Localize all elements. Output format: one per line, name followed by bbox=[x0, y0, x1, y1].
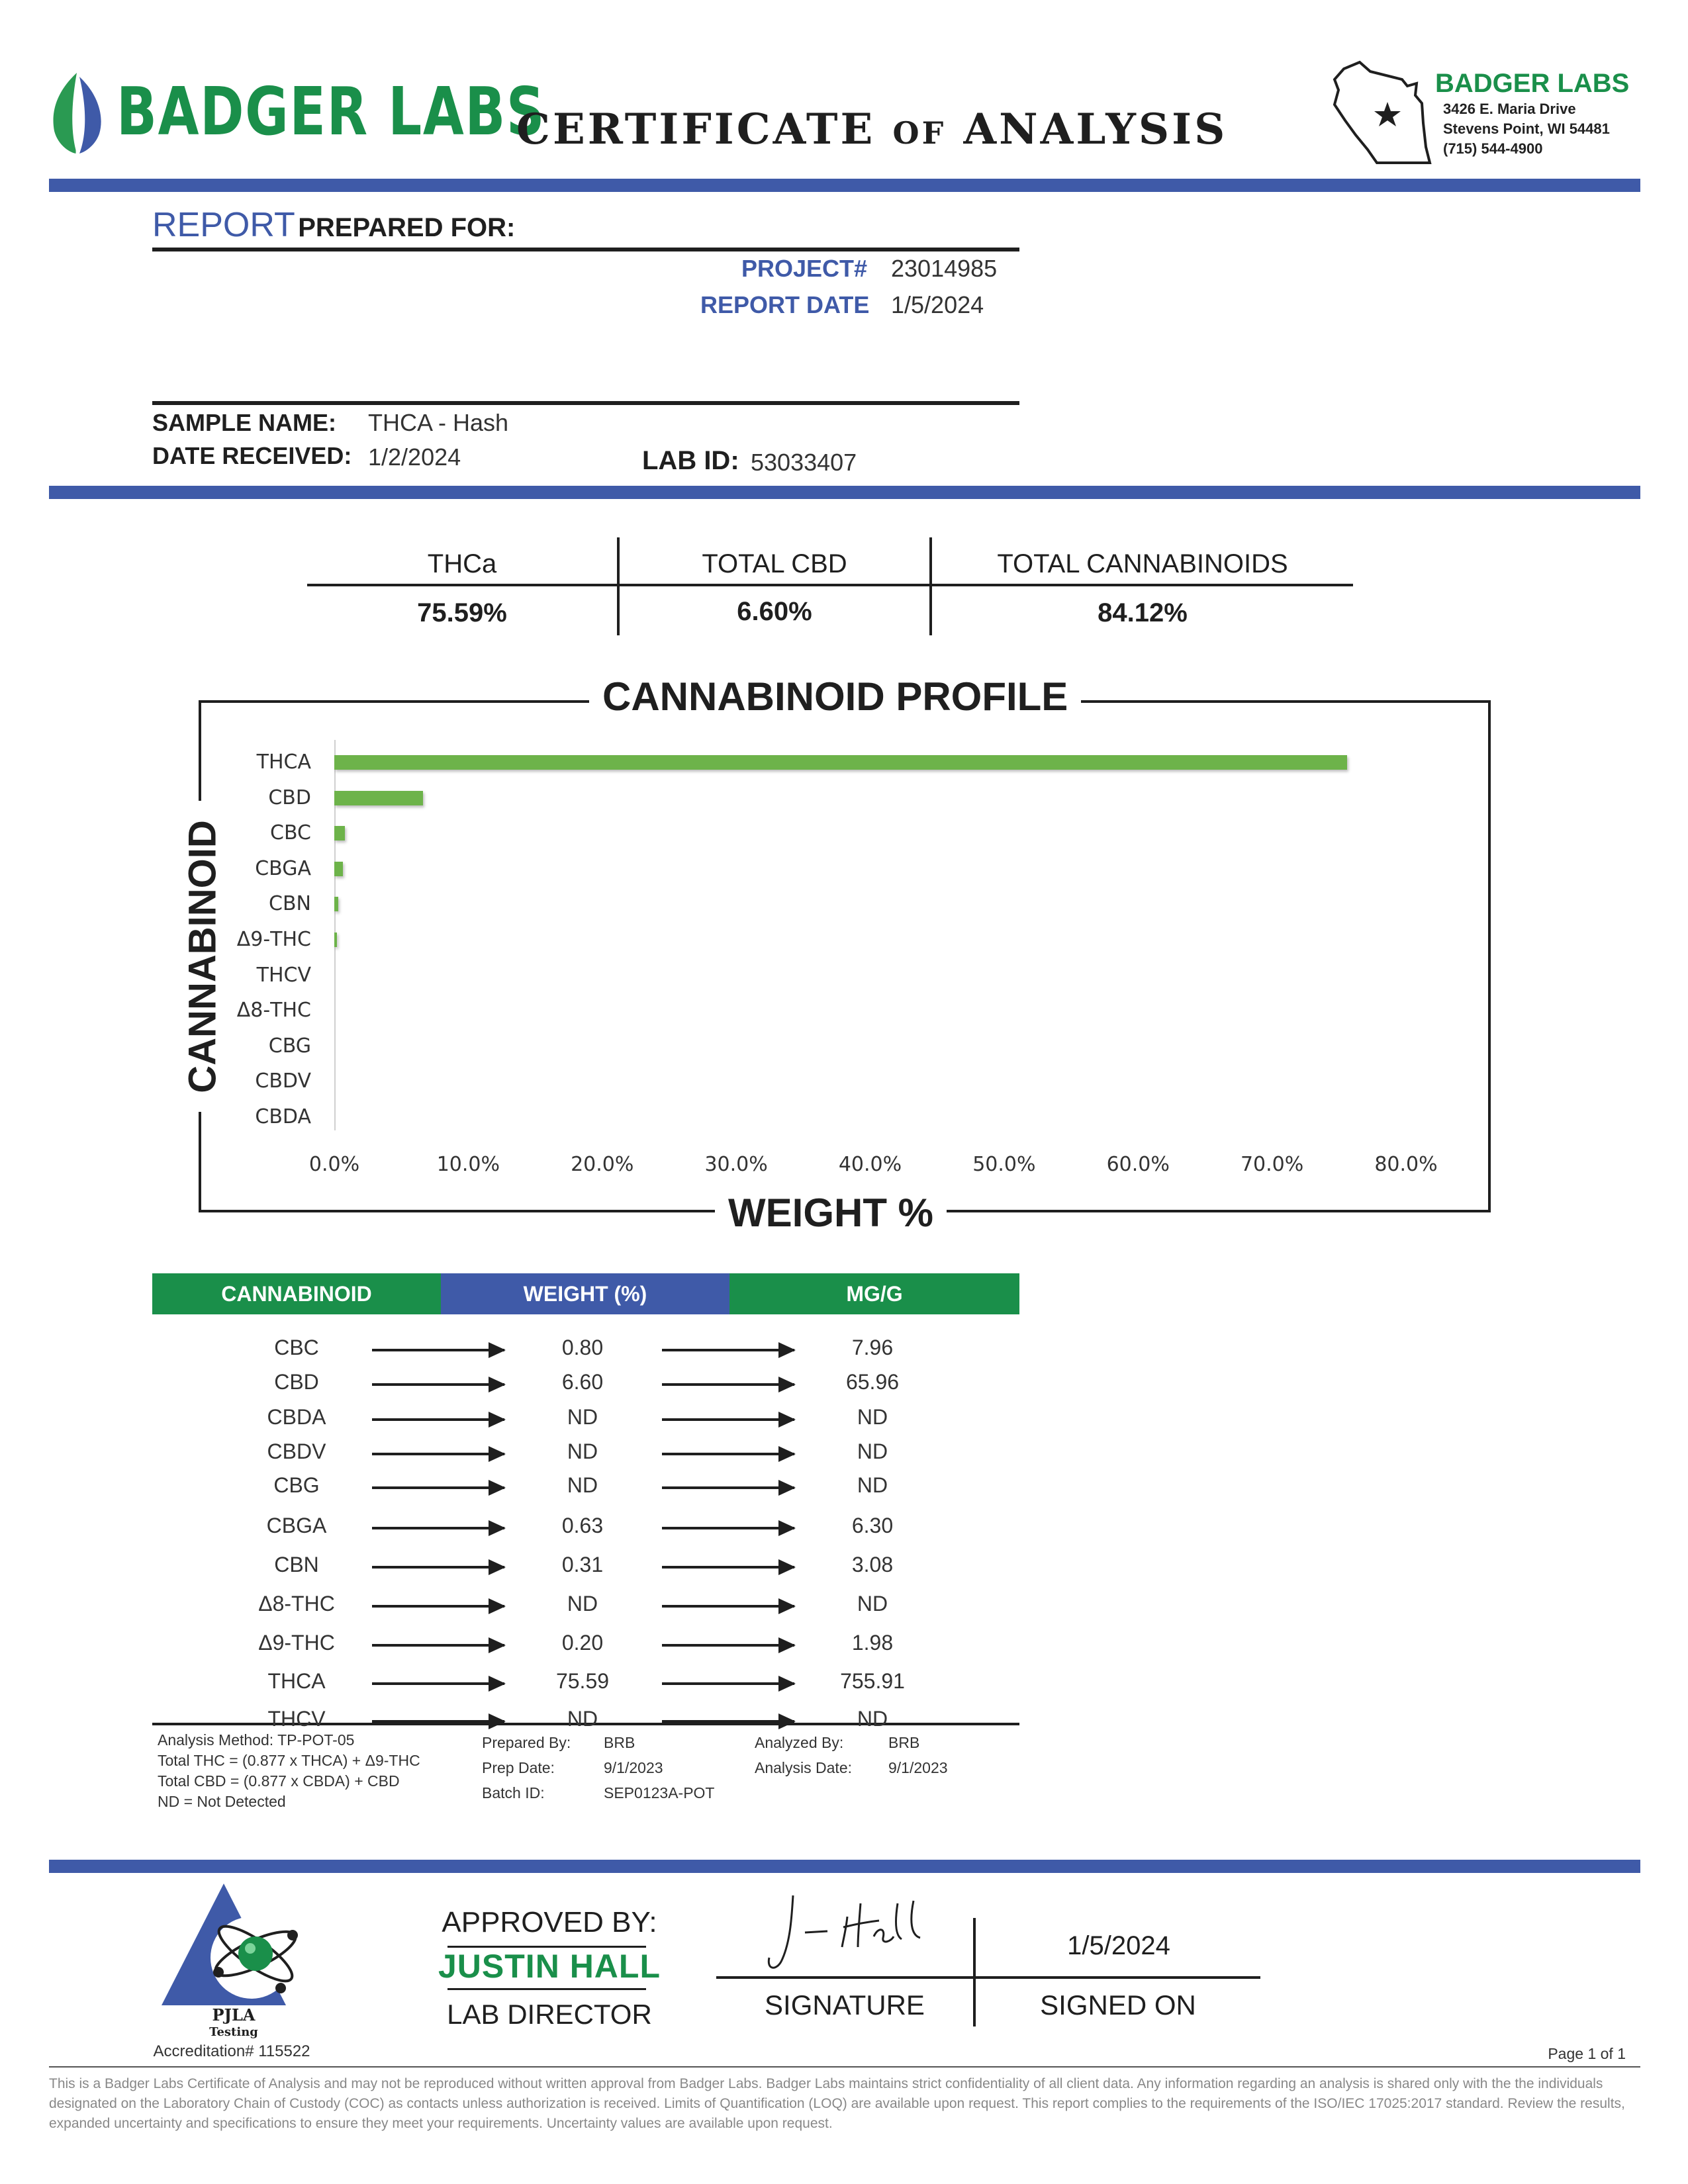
approver-title: LAB DIRECTOR bbox=[447, 1999, 652, 2030]
table-cell-cannabinoid: CBDV bbox=[267, 1439, 326, 1463]
chart-category-label-cbc: CBC bbox=[270, 821, 311, 845]
sample-name-value: THCA - Hash bbox=[368, 409, 509, 436]
prep-labels bbox=[482, 1730, 571, 1805]
signature-image bbox=[761, 1884, 940, 1976]
footer-disclaimer: This is a Badger Labs Certificate of Analysis and may not be reproduced without written approval from Badger Labs. Badger Labs maintains strict confidentiality of all client data. Any information regarding an analysis is shared only with the the individuals designated on the Laboratory Chain of Custody (COC) as contacts unless authorization is received. Limits of Quantification (LOQ) are available upon request. This report complies to the requirements of the ISO/IEC 17025:2017 standard. Review the results, expanded uncertainty and specifications to ensure they meet your requirements. Uncertainty values are available upon request. bbox=[49, 2076, 1625, 2131]
summary-thca-label: THCa bbox=[427, 549, 497, 578]
analyzed-by-value: BRB bbox=[888, 1734, 920, 1751]
report-rule-bottom bbox=[152, 401, 1019, 405]
table-cell-mg-g: ND bbox=[857, 1592, 888, 1615]
analyzed-by-label: Analyzed By: bbox=[755, 1734, 844, 1751]
table-cell-mg-g: 755.91 bbox=[840, 1669, 905, 1693]
chart-category-label-cbdv: CBDV bbox=[255, 1069, 311, 1093]
signed-on-label: SIGNED ON bbox=[1040, 1989, 1196, 2021]
prepared-for-label: PREPARED FOR: bbox=[298, 213, 516, 242]
note-nd: ND = Not Detected bbox=[158, 1793, 286, 1810]
chart-y-axis-label: CANNABINOID bbox=[181, 819, 224, 1093]
company-address bbox=[1443, 99, 1610, 159]
table-cell-cannabinoid: CBGA bbox=[266, 1514, 327, 1537]
table-cell-mg-g: ND bbox=[857, 1473, 888, 1497]
report-date-value: 1/5/2024 bbox=[891, 291, 984, 318]
pjla-logo-icon bbox=[158, 1880, 310, 2012]
signature-label: SIGNATURE bbox=[765, 1989, 925, 2021]
summary-total-cbd-value: 6.60% bbox=[737, 597, 812, 626]
chart-x-tick-label: 70.0% bbox=[1240, 1153, 1304, 1176]
title-part-certificate: CERTIFICATE bbox=[516, 105, 876, 154]
chart-title: CANNABINOID PROFILE bbox=[589, 674, 1081, 719]
accreditation-number: Accreditation# 115522 bbox=[153, 2042, 310, 2060]
chart-x-tick-label: 50.0% bbox=[972, 1153, 1036, 1176]
company-name: BADGER LABS bbox=[1435, 69, 1630, 98]
page-number: Page 1 of 1 bbox=[1548, 2045, 1626, 2062]
chart-x-tick-label: 30.0% bbox=[704, 1153, 768, 1176]
sample-name-label: SAMPLE NAME: bbox=[152, 409, 336, 436]
chart-category-label-thcv: THCV bbox=[256, 963, 311, 987]
summary-total-cannabinoids-label: TOTAL CANNABINOIDS bbox=[997, 549, 1288, 578]
table-cell-mg-g: ND bbox=[857, 1439, 888, 1463]
chart-category-label-thca: THCA bbox=[256, 751, 311, 774]
prep-date-value: 9/1/2023 bbox=[604, 1759, 663, 1776]
title-part-of: OF bbox=[892, 115, 947, 151]
chart-category-label-cbd: CBD bbox=[268, 786, 311, 809]
prep-values bbox=[604, 1730, 714, 1805]
lab-id-value: 53033407 bbox=[751, 449, 857, 476]
table-header-mg-g: MG/G bbox=[729, 1273, 1019, 1314]
table-cell-weight: ND bbox=[567, 1592, 598, 1615]
chart-bar-9-thc bbox=[334, 933, 337, 947]
table-cell-cannabinoid: THCV bbox=[267, 1707, 326, 1731]
table-cell-weight: 75.59 bbox=[555, 1669, 610, 1693]
summary-total-cbd-label: TOTAL CBD bbox=[702, 549, 847, 578]
table-header-cannabinoid: CANNABINOID bbox=[152, 1273, 441, 1314]
note-total-thc: Total THC = (0.877 x THCA) + Δ9-THC bbox=[158, 1752, 420, 1769]
project-value: 23014985 bbox=[891, 255, 998, 282]
batch-id-value: SEP0123A-POT bbox=[604, 1784, 715, 1801]
approver-name: JUSTIN HALL bbox=[438, 1948, 661, 1985]
table-cell-weight: 0.31 bbox=[561, 1553, 604, 1576]
chart-category-label-cbg: CBG bbox=[268, 1034, 311, 1058]
table-cell-weight: ND bbox=[567, 1707, 598, 1731]
title-part-analysis: ANALYSIS bbox=[963, 105, 1228, 154]
date-received-value: 1/2/2024 bbox=[368, 443, 461, 471]
analysis-values bbox=[888, 1730, 948, 1780]
address-line-1: 3426 E. Maria Drive bbox=[1443, 101, 1576, 117]
document-title bbox=[516, 105, 1227, 154]
table-cell-cannabinoid: CBD bbox=[274, 1370, 319, 1394]
table-cell-cannabinoid: THCA bbox=[267, 1669, 326, 1693]
table-cell-cannabinoid: CBG bbox=[273, 1473, 320, 1497]
approved-by-label: APPROVED BY: bbox=[442, 1906, 657, 1938]
chart-category-label-cbda: CBDA bbox=[255, 1105, 311, 1128]
signature-rule bbox=[716, 1976, 1260, 1979]
note-total-cbd: Total CBD = (0.877 x CBDA) + CBD bbox=[158, 1772, 400, 1790]
analysis-date-value: 9/1/2023 bbox=[888, 1759, 948, 1776]
analysis-date-label: Analysis Date: bbox=[755, 1759, 853, 1776]
approval-divider bbox=[49, 1860, 1640, 1873]
approver-rule-bottom bbox=[447, 1988, 646, 1990]
table-cell-mg-g: 6.30 bbox=[851, 1514, 894, 1537]
chart-bar-cbd bbox=[334, 791, 423, 805]
table-cell-cannabinoid: CBN bbox=[274, 1553, 319, 1576]
chart-category-label-8-thc: Δ8-THC bbox=[236, 999, 311, 1023]
chart-x-tick-label: 10.0% bbox=[436, 1153, 500, 1176]
company-phone: (715) 544-4900 bbox=[1443, 140, 1543, 157]
report-date-label: REPORT DATE bbox=[700, 291, 870, 318]
table-cell-weight: 0.20 bbox=[561, 1631, 604, 1655]
analysis-labels bbox=[755, 1730, 852, 1780]
table-cell-cannabinoid: Δ8-THC bbox=[258, 1592, 335, 1615]
summary-thca-value: 75.59% bbox=[417, 598, 507, 627]
chart-x-tick-label: 60.0% bbox=[1106, 1153, 1170, 1176]
report-prepared-for bbox=[152, 205, 515, 245]
batch-id-label: Batch ID: bbox=[482, 1784, 545, 1801]
cannabinoid-profile-chart bbox=[199, 700, 1491, 1212]
table-cell-weight: ND bbox=[567, 1405, 598, 1429]
header-divider bbox=[49, 179, 1640, 192]
chart-x-tick-label: 40.0% bbox=[838, 1153, 902, 1176]
table-cell-cannabinoid: CBDA bbox=[267, 1405, 326, 1429]
pjla-name: PJLA bbox=[212, 2005, 256, 2025]
table-cell-weight: 0.80 bbox=[561, 1336, 604, 1359]
report-divider bbox=[49, 486, 1640, 499]
table-cell-mg-g: 1.98 bbox=[851, 1631, 894, 1655]
table-cell-cannabinoid: CBC bbox=[274, 1336, 319, 1359]
chart-x-tick-label: 20.0% bbox=[571, 1153, 634, 1176]
signed-on-value: 1/5/2024 bbox=[1067, 1931, 1170, 1960]
lab-id-label: LAB ID: bbox=[642, 446, 739, 475]
chart-x-axis-label: WEIGHT % bbox=[715, 1190, 947, 1236]
footer-rule bbox=[49, 2066, 1640, 2068]
leaf-logo-icon bbox=[45, 70, 109, 156]
chart-bar-thca bbox=[334, 755, 1347, 770]
prep-date-label: Prep Date: bbox=[482, 1759, 555, 1776]
logo-text: BADGER LABS bbox=[117, 73, 546, 150]
chart-x-tick-label: 80.0% bbox=[1374, 1153, 1438, 1176]
address-line-2: Stevens Point, WI 54481 bbox=[1443, 120, 1610, 137]
pjla-testing: Testing bbox=[209, 2025, 258, 2039]
chart-category-label-9-thc: Δ9-THC bbox=[236, 928, 311, 951]
summary-rule bbox=[307, 584, 1353, 586]
report-rule-top bbox=[152, 248, 1019, 251]
chart-bar-cbn bbox=[334, 897, 338, 911]
note-method: Analysis Method: TP-POT-05 bbox=[158, 1731, 355, 1749]
table-header-weight: WEIGHT (%) bbox=[441, 1273, 729, 1314]
date-received-label: DATE RECEIVED: bbox=[152, 442, 352, 469]
table-cell-weight: 0.63 bbox=[561, 1514, 604, 1537]
table-cell-weight: ND bbox=[567, 1439, 598, 1463]
chart-bar-cbga bbox=[334, 862, 343, 876]
project-label: PROJECT# bbox=[741, 255, 868, 282]
table-cell-mg-g: 7.96 bbox=[851, 1336, 894, 1359]
chart-bar-cbc bbox=[334, 826, 345, 841]
summary-total-cannabinoids-value: 84.12% bbox=[1098, 598, 1188, 627]
chart-y-axis-label-holder bbox=[169, 801, 236, 1112]
wisconsin-map-icon bbox=[1331, 57, 1436, 167]
table-cell-mg-g: ND bbox=[857, 1707, 888, 1731]
table-cell-mg-g: 65.96 bbox=[845, 1370, 900, 1394]
table-cell-cannabinoid: Δ9-THC bbox=[258, 1631, 335, 1655]
prepared-by-label: Prepared By: bbox=[482, 1734, 571, 1751]
analysis-notes bbox=[158, 1730, 420, 1812]
table-cell-mg-g: ND bbox=[857, 1405, 888, 1429]
prepared-by-value: BRB bbox=[604, 1734, 635, 1751]
report-word: REPORT bbox=[152, 206, 295, 244]
chart-x-tick-label: 0.0% bbox=[308, 1153, 360, 1176]
table-cell-weight: 6.60 bbox=[561, 1370, 604, 1394]
table-cell-weight: ND bbox=[567, 1473, 598, 1497]
chart-category-label-cbn: CBN bbox=[269, 892, 311, 916]
chart-category-label-cbga: CBGA bbox=[255, 856, 311, 880]
table-cell-mg-g: 3.08 bbox=[851, 1553, 894, 1576]
